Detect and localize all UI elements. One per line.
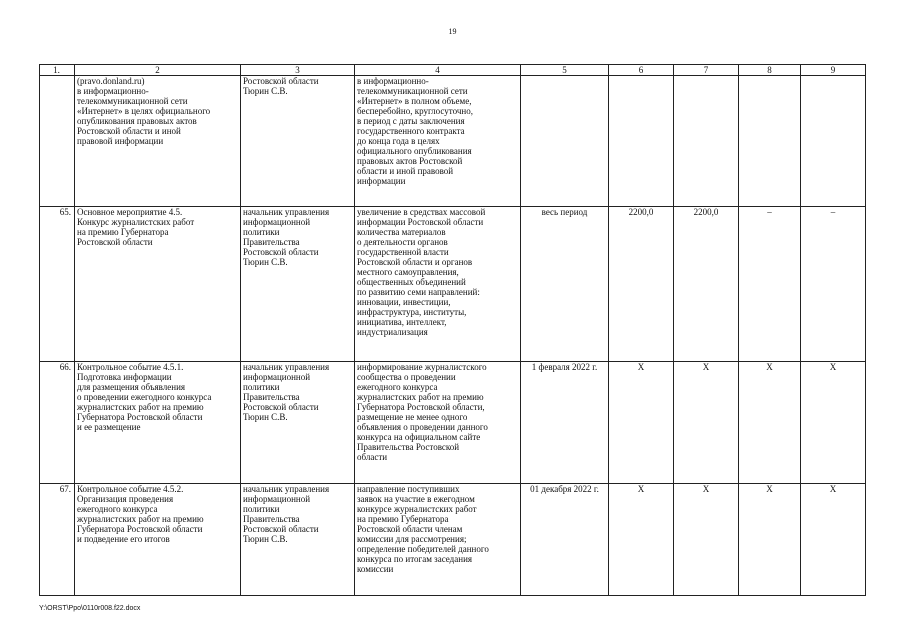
event-name: (pravo.donland.ru) в информационно- телекоммуникационной сети «Интернет» в целях официального опубликования правовых актов Ростовской области и иной правовой информации bbox=[75, 76, 241, 207]
page-number: 19 bbox=[448, 27, 457, 36]
header-cell: 8 bbox=[739, 65, 801, 76]
header-cell: 1. bbox=[40, 65, 75, 76]
value-col9 bbox=[801, 76, 866, 207]
row-number bbox=[40, 76, 75, 207]
value-col7 bbox=[674, 76, 739, 207]
event-name: Основное мероприятие 4.5. Конкурс журналистских работ на премию Губернатора Ростовской области bbox=[75, 207, 241, 362]
value-col6 bbox=[609, 76, 674, 207]
value-col8: – bbox=[739, 207, 801, 362]
header-cell: 3 bbox=[241, 65, 355, 76]
value-col9: X bbox=[801, 362, 866, 484]
period: весь период bbox=[521, 207, 609, 362]
header-cell: 5 bbox=[521, 65, 609, 76]
header-cell: 4 bbox=[355, 65, 521, 76]
header-row bbox=[40, 65, 866, 76]
value-col6: X bbox=[609, 484, 674, 596]
value-col7: 2200,0 bbox=[674, 207, 739, 362]
table-row bbox=[40, 362, 866, 484]
value-col8: X bbox=[739, 362, 801, 484]
responsible: начальник управления информационной политики Правительства Ростовской области Тюрин С.В. bbox=[241, 362, 355, 484]
row-number: 66. bbox=[40, 362, 75, 484]
row-number: 65. bbox=[40, 207, 75, 362]
plan-table bbox=[39, 64, 866, 596]
header-cell: 7 bbox=[674, 65, 739, 76]
value-col8: X bbox=[739, 484, 801, 596]
value-col9: X bbox=[801, 484, 866, 596]
responsible: Ростовской области Тюрин С.В. bbox=[241, 76, 355, 207]
value-col6: X bbox=[609, 362, 674, 484]
expected-result: увеличение в средствах массовой информации Ростовской области количества материалов о деятельности органов государственной власти Ростовской области и органов местного самоуправления, общественных объединений по развитию семи направлений: инновации, инвестиции, инфраструктура, институты, инициатива, интеллект, индустриализация bbox=[355, 207, 521, 362]
period: 01 декабря 2022 г. bbox=[521, 484, 609, 596]
expected-result: информирование журналистского сообщества о проведении ежегодного конкурса журналистских работ на премию Губернатора Ростовской области, размещение не менее одного объявления о проведении данного конкурса на официальном сайте Правительства Ростовской области bbox=[355, 362, 521, 484]
table-row bbox=[40, 76, 866, 207]
value-col7: X bbox=[674, 484, 739, 596]
value-col9: – bbox=[801, 207, 866, 362]
period: 1 февраля 2022 г. bbox=[521, 362, 609, 484]
period bbox=[521, 76, 609, 207]
expected-result: в информационно- телекоммуникационной сети «Интернет» в полном объеме, бесперебойно, круглосуточно, в период с даты заключения государственного контракта до конца года в целях официального опубликования правовых актов Ростовской области и иной правовой информации bbox=[355, 76, 521, 207]
responsible: начальник управления информационной политики Правительства Ростовской области Тюрин С.В. bbox=[241, 484, 355, 596]
header-cell: 9 bbox=[801, 65, 866, 76]
expected-result: направление поступивших заявок на участие в ежегодном конкурсе журналистских работ на премию Губернатора Ростовской области членам комиссии для рассмотрения; определение победителей данного конкурса по итогам заседания комиссии bbox=[355, 484, 521, 596]
header-cell: 6 bbox=[609, 65, 674, 76]
value-col8 bbox=[739, 76, 801, 207]
value-col7: X bbox=[674, 362, 739, 484]
row-number: 67. bbox=[40, 484, 75, 596]
table-row bbox=[40, 207, 866, 362]
table-row bbox=[40, 484, 866, 596]
header-cell: 2 bbox=[75, 65, 241, 76]
value-col6: 2200,0 bbox=[609, 207, 674, 362]
event-name: Контрольное событие 4.5.2. Организация проведения ежегодного конкурса журналистских работ на премию Губернатора Ростовской области и подведение его итогов bbox=[75, 484, 241, 596]
event-name: Контрольное событие 4.5.1. Подготовка информации для размещения объявления о проведении ежегодного конкурса журналистских работ на премию Губернатора Ростовской области и ее размещение bbox=[75, 362, 241, 484]
file-path-footer: Y:\ORST\Ppo\0110r008.f22.docx bbox=[39, 605, 141, 612]
responsible: начальник управления информационной политики Правительства Ростовской области Тюрин С.В. bbox=[241, 207, 355, 362]
